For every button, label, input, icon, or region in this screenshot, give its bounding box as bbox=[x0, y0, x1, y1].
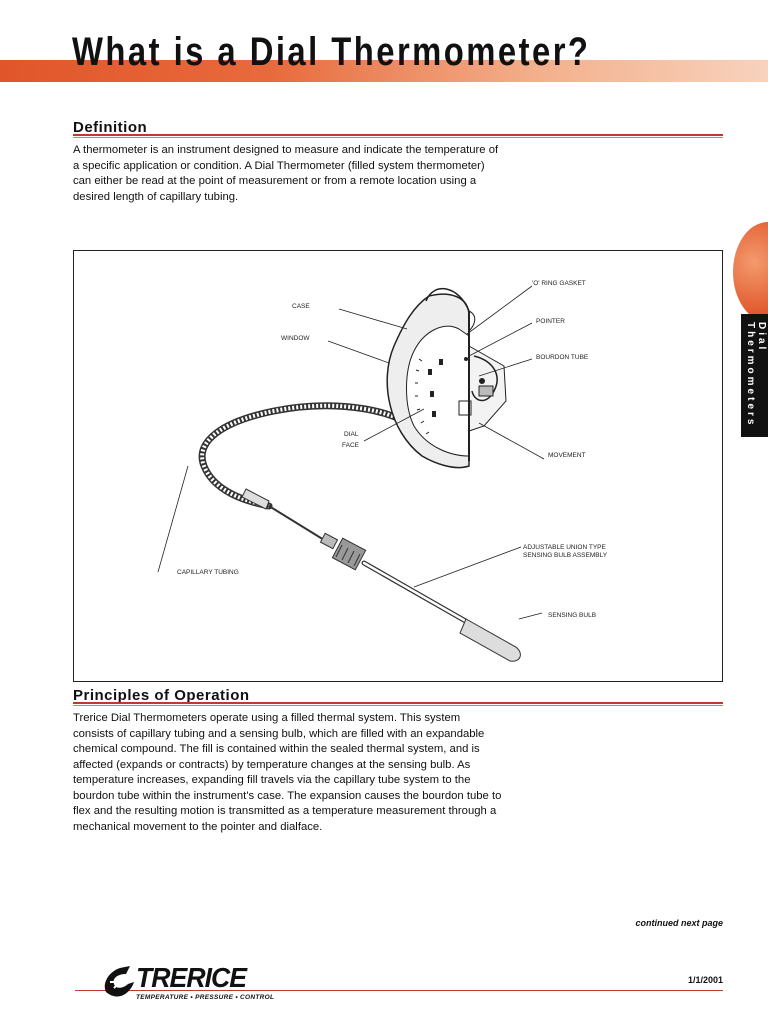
trerice-logo bbox=[100, 962, 275, 1007]
label-dial: DIAL bbox=[344, 431, 359, 438]
side-tab bbox=[733, 222, 768, 437]
label-o-ring: 'O' RING GASKET bbox=[532, 280, 586, 287]
date: 1/1/2001 bbox=[687, 975, 723, 985]
label-face: FACE bbox=[342, 442, 359, 449]
side-tab-orange bbox=[733, 222, 768, 322]
label-movement: MOVEMENT bbox=[548, 452, 586, 459]
label-case: CASE bbox=[292, 303, 310, 310]
definition-text: A thermometer is an instrument designed to measure and indicate the temperature of a specific application or condition. A Dial Thermometer (filled system thermometer) can either be read at the point of measurement or from a remote location using a desired length of capillary tubing. bbox=[73, 144, 499, 203]
logo-mark-icon bbox=[100, 962, 136, 1002]
principles-rule bbox=[73, 702, 723, 706]
continued-note: continued next page bbox=[635, 918, 723, 928]
label-capillary: CAPILLARY TUBING bbox=[177, 569, 239, 576]
capillary-tube-outer bbox=[202, 406, 404, 506]
thermometer-diagram bbox=[73, 250, 723, 682]
principles-heading: Principles of Operation bbox=[73, 687, 250, 704]
label-bulb: SENSING BULB bbox=[548, 612, 597, 619]
dial-case bbox=[387, 289, 506, 468]
label-window: WINDOW bbox=[281, 335, 310, 342]
definition-heading: Definition bbox=[73, 119, 148, 136]
definition-rule bbox=[73, 134, 723, 138]
union-fitting bbox=[320, 533, 365, 570]
label-pointer: POINTER bbox=[536, 318, 565, 325]
page-title: What is a Dial Thermometer? bbox=[72, 30, 591, 74]
label-bourdon: BOURDON TUBE bbox=[536, 354, 589, 361]
logo-name: TRERICE bbox=[136, 962, 247, 993]
logo-tagline: TEMPERATURE • PRESSURE • CONTROL bbox=[136, 994, 275, 1001]
label-union-2: SENSING BULB ASSEMBLY bbox=[523, 552, 608, 559]
side-tab-label: Dial Thermometers bbox=[745, 322, 767, 428]
principles-text: Trerice Dial Thermometers operate using a filled thermal system. This system consists of capillary tubing and a sensing bulb, which are filled with an expandable chemical compound. The fill is contained within the sealed thermal system, and is affected (expands or contracts) by temperature changes at the sensing bulb. As temperature increases, expanding fill travels via the capillary tube system to the bourdon tube within the instrument's case. The expansion causes the bourdon tube to flex and the resulting motion is transmitted as a temperature measurement through a mechanical movement to the pointer and dialface. bbox=[73, 712, 502, 833]
label-union-1: ADJUSTABLE UNION TYPE bbox=[523, 544, 606, 551]
